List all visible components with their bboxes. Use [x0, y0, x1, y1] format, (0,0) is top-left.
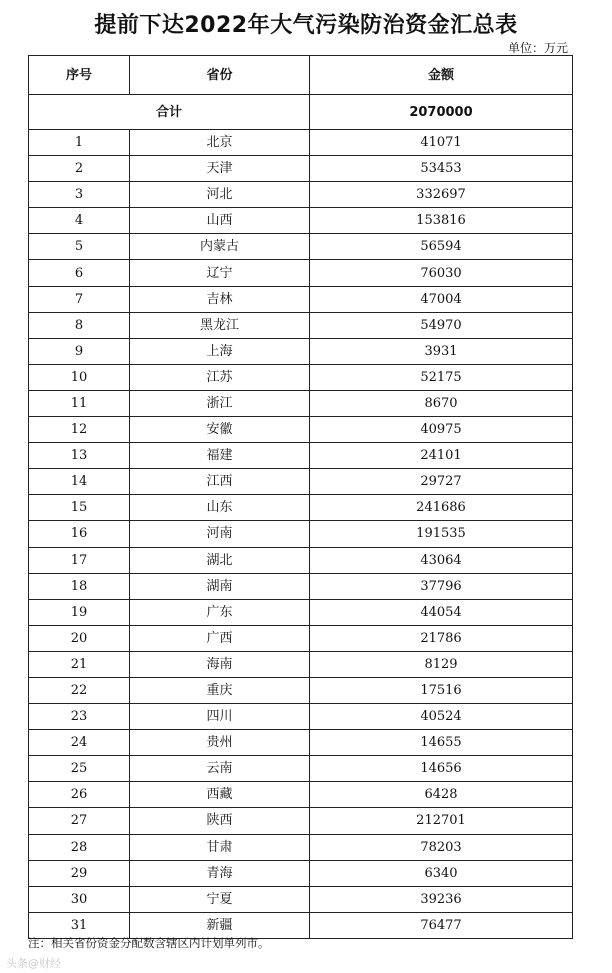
row-index: 5 [29, 234, 130, 260]
row-amount: 44054 [310, 599, 573, 625]
row-province: 西藏 [130, 782, 310, 808]
table-row [29, 234, 573, 260]
row-index: 17 [29, 547, 130, 573]
table-row [29, 130, 573, 156]
row-province: 北京 [130, 130, 310, 156]
row-index: 2 [29, 156, 130, 182]
row-province: 青海 [130, 860, 310, 886]
table-row [29, 808, 573, 834]
table-row [29, 547, 573, 573]
row-index: 9 [29, 338, 130, 364]
row-amount: 78203 [310, 834, 573, 860]
row-index: 31 [29, 912, 130, 938]
row-amount: 47004 [310, 286, 573, 312]
row-province: 上海 [130, 338, 310, 364]
row-amount: 76030 [310, 260, 573, 286]
row-amount: 332697 [310, 182, 573, 208]
row-amount: 43064 [310, 547, 573, 573]
table-row [29, 521, 573, 547]
row-province: 湖北 [130, 547, 310, 573]
row-index: 25 [29, 756, 130, 782]
row-amount: 29727 [310, 469, 573, 495]
row-amount: 56594 [310, 234, 573, 260]
row-index: 21 [29, 651, 130, 677]
table-row [29, 260, 573, 286]
row-province: 黑龙江 [130, 312, 310, 338]
row-index: 22 [29, 677, 130, 703]
row-province: 广西 [130, 625, 310, 651]
table-row [29, 182, 573, 208]
row-province: 宁夏 [130, 886, 310, 912]
row-amount: 6340 [310, 860, 573, 886]
row-index: 29 [29, 860, 130, 886]
total-value: 2070000 [310, 95, 573, 130]
row-index: 10 [29, 364, 130, 390]
row-province: 山西 [130, 208, 310, 234]
table-row [29, 834, 573, 860]
total-row [29, 95, 573, 130]
table-row [29, 573, 573, 599]
row-amount: 40524 [310, 704, 573, 730]
table-row [29, 756, 573, 782]
table-row [29, 208, 573, 234]
row-province: 天津 [130, 156, 310, 182]
row-province: 陕西 [130, 808, 310, 834]
row-province: 云南 [130, 756, 310, 782]
row-index: 15 [29, 495, 130, 521]
row-province: 湖南 [130, 573, 310, 599]
row-amount: 153816 [310, 208, 573, 234]
footnote: 注：相关省份资金分配数含辖区内计划单列市。 [28, 936, 270, 950]
row-amount: 14655 [310, 730, 573, 756]
table-row [29, 651, 573, 677]
row-amount: 37796 [310, 573, 573, 599]
table-row [29, 599, 573, 625]
row-index: 20 [29, 625, 130, 651]
row-amount: 3931 [310, 338, 573, 364]
table-row [29, 677, 573, 703]
table-row [29, 730, 573, 756]
row-index: 23 [29, 704, 130, 730]
row-province: 贵州 [130, 730, 310, 756]
row-index: 11 [29, 390, 130, 416]
row-index: 1 [29, 130, 130, 156]
row-index: 7 [29, 286, 130, 312]
row-index: 28 [29, 834, 130, 860]
row-province: 福建 [130, 443, 310, 469]
row-index: 18 [29, 573, 130, 599]
row-amount: 8129 [310, 651, 573, 677]
table-row [29, 625, 573, 651]
row-index: 3 [29, 182, 130, 208]
page-title: 提前下达2022年大气污染防治资金汇总表 [94, 13, 518, 38]
row-amount: 54970 [310, 312, 573, 338]
header-province: 省份 [130, 56, 310, 95]
row-province: 河北 [130, 182, 310, 208]
row-province: 新疆 [130, 912, 310, 938]
table-row [29, 704, 573, 730]
row-province: 安徽 [130, 417, 310, 443]
table-row [29, 156, 573, 182]
row-province: 山东 [130, 495, 310, 521]
table-row [29, 782, 573, 808]
header-index: 序号 [29, 56, 130, 95]
row-province: 浙江 [130, 390, 310, 416]
row-index: 14 [29, 469, 130, 495]
row-province: 广东 [130, 599, 310, 625]
row-index: 24 [29, 730, 130, 756]
table-row [29, 469, 573, 495]
table-row [29, 443, 573, 469]
row-province: 海南 [130, 651, 310, 677]
row-index: 19 [29, 599, 130, 625]
row-amount: 6428 [310, 782, 573, 808]
row-province: 四川 [130, 704, 310, 730]
row-amount: 41071 [310, 130, 573, 156]
row-amount: 52175 [310, 364, 573, 390]
row-index: 6 [29, 260, 130, 286]
row-amount: 17516 [310, 677, 573, 703]
header-row [29, 56, 573, 95]
table-row [29, 860, 573, 886]
row-index: 4 [29, 208, 130, 234]
row-province: 江苏 [130, 364, 310, 390]
row-index: 16 [29, 521, 130, 547]
row-amount: 212701 [310, 808, 573, 834]
row-amount: 40975 [310, 417, 573, 443]
header-amount: 金额 [310, 56, 573, 95]
row-amount: 21786 [310, 625, 573, 651]
table-row [29, 886, 573, 912]
row-province: 江西 [130, 469, 310, 495]
row-index: 27 [29, 808, 130, 834]
table-row [29, 417, 573, 443]
table-row [29, 286, 573, 312]
row-province: 吉林 [130, 286, 310, 312]
total-label: 合计 [29, 95, 310, 130]
row-amount: 8670 [310, 390, 573, 416]
funds-table [28, 55, 573, 939]
row-index: 13 [29, 443, 130, 469]
row-index: 26 [29, 782, 130, 808]
row-index: 8 [29, 312, 130, 338]
row-province: 甘肃 [130, 834, 310, 860]
watermark: 头条@财经 [6, 957, 61, 970]
row-amount: 39236 [310, 886, 573, 912]
row-amount: 24101 [310, 443, 573, 469]
row-amount: 14656 [310, 756, 573, 782]
table-row [29, 338, 573, 364]
row-province: 重庆 [130, 677, 310, 703]
row-index: 12 [29, 417, 130, 443]
row-amount: 191535 [310, 521, 573, 547]
table-row [29, 495, 573, 521]
unit-label: 单位：万元 [507, 41, 568, 55]
table-row [29, 312, 573, 338]
row-amount: 53453 [310, 156, 573, 182]
row-index: 30 [29, 886, 130, 912]
row-province: 河南 [130, 521, 310, 547]
row-province: 辽宁 [130, 260, 310, 286]
table-row [29, 364, 573, 390]
row-amount: 76477 [310, 912, 573, 938]
table-row [29, 390, 573, 416]
row-amount: 241686 [310, 495, 573, 521]
row-province: 内蒙古 [130, 234, 310, 260]
